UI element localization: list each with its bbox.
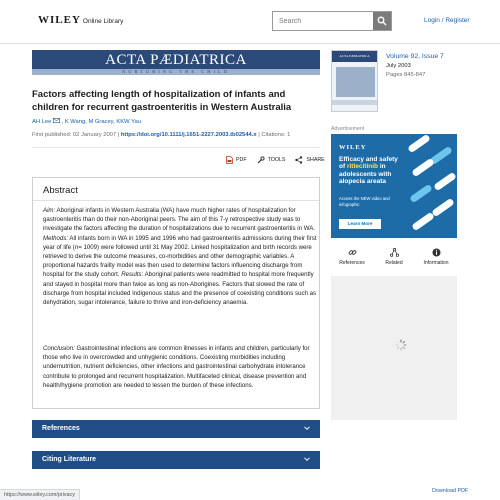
tab-information-label: Information (423, 260, 449, 266)
volume-issue-link[interactable]: Volume 92, Issue 7 (386, 53, 444, 60)
references-accordion[interactable] (32, 420, 320, 438)
logo-subtitle: Online Library (82, 18, 124, 25)
aim-label: Aim: (43, 207, 56, 214)
cover-title: ACTA PÆDIATRICA (339, 54, 370, 58)
aim-text: Aboriginal infants in Western Australia (WA) have much higher rates of hospitalization for gastroenteritis than do their non-Aboriginal peers. The aim of this 7-y retrospective study was to investigate the factors affecting the duration of hospitalizations due to recurrent gastroenteritis in WA. (43, 207, 315, 233)
journal-banner-tagline: NURTURING THE CHILD (32, 69, 320, 75)
author-links-rest[interactable]: , K Wang, M Gracey, KKW Yau (61, 119, 141, 126)
abstract-paragraph-main (43, 206, 321, 307)
author-link[interactable]: AH Lee (32, 119, 52, 126)
abstract-section (32, 177, 320, 409)
results-text: Aboriginal patients were readmitted to hospital more frequently and stayed in hospital more than twice as long as non-Aborigines. Factors that slowed the rate of discharge from hospital included Indigenous status and the presence of coexisting conditions such as dehydration, sugar intolerance, failure to thrive and iron-deficiency anaemia. (43, 271, 317, 307)
capsule-graphic (407, 134, 431, 153)
citing-literature-accordion[interactable] (32, 451, 320, 469)
issue-date: July 2003 (386, 63, 411, 69)
search-box (272, 11, 392, 31)
network-icon (390, 248, 399, 257)
ad-body: Access the NEW video and infographic (339, 196, 390, 207)
pdf-label: PDF (236, 157, 247, 163)
results-label: Results: (121, 271, 144, 279)
download-pdf-link[interactable]: Download PDF (432, 488, 469, 494)
loading-spinner-icon (395, 339, 407, 351)
cover-image (336, 67, 375, 97)
capsule-graphic (411, 212, 435, 231)
chevron-down-icon (303, 424, 311, 432)
link-icon (348, 248, 357, 257)
pdf-button[interactable] (226, 156, 247, 164)
capsule-graphic (411, 158, 435, 177)
journal-banner-title: ACTA PÆDIATRICA (105, 52, 247, 68)
sidebar-tabs (331, 248, 457, 274)
sidebar-panel (331, 276, 457, 420)
article-tools (226, 156, 325, 164)
doi-link[interactable]: https://doi.org/10.1111/j.1651-2227.2003.tb02544.x (120, 132, 257, 138)
tab-references[interactable] (331, 248, 373, 274)
ad-headline-b: in adolescents with alopecia areata (339, 163, 392, 185)
publication-line: First published: 02 January 2007 | https://doi.org/10.1111/j.1651-2227.2003.tb02544.x | Citations: 1 (32, 132, 291, 138)
capsule-graphic (433, 172, 457, 191)
wiley-logo[interactable] (38, 14, 123, 26)
envelope-icon[interactable] (53, 118, 60, 125)
conclusion-label: Conclusion: (43, 345, 75, 352)
conclusion-text: Gastrointestinal infections are common illnesses in infants and children, particularly for those who live in overcrowded and unhygienic conditions. Coexisting morbidities including undernutrition, nutrient deficiencies, other infections and gastrointestinal carbohydrate intolerance contribute to prolonged and recurrent hospitalization. Multifaceted clinical, disease prevention and health/hygiene promotion are needed to lessen the burden of these infections. (43, 345, 310, 389)
chevron-down-icon (303, 455, 311, 463)
capsule-graphic (409, 184, 433, 203)
login-register-link[interactable]: Login / Register (424, 17, 470, 24)
issue-pages: Pages 845-847 (386, 72, 426, 78)
search-button[interactable] (373, 12, 391, 30)
citing-literature-label: Citing Literature (42, 455, 97, 463)
search-input[interactable] (273, 12, 374, 30)
cover-band (332, 100, 377, 105)
pdf-icon (226, 156, 233, 164)
n-label: n (74, 243, 79, 251)
advertisement-label: Advertisement (331, 126, 365, 132)
tab-related[interactable] (373, 248, 415, 274)
tab-information[interactable] (415, 248, 457, 274)
journal-banner[interactable] (32, 50, 320, 75)
first-published-label: First published: (32, 132, 72, 138)
methods-text-a: All infants born in WA in 1995 and 1996 who had gastroenteritis admissions during their first year of life ( (43, 234, 317, 251)
share-icon (295, 156, 303, 164)
ad-headline (339, 156, 401, 185)
logo-wordmark: WILEY (38, 14, 81, 26)
tools-button[interactable] (257, 156, 286, 164)
abstract-paragraph-conclusion (43, 344, 321, 390)
search-icon (377, 16, 387, 26)
abstract-divider (33, 200, 319, 201)
cover-header (332, 51, 377, 62)
ad-headline-drug: ritlecitinib (346, 163, 379, 171)
methods-label: Methods: (43, 234, 69, 242)
ad-brand: WILEY (339, 144, 367, 151)
author-list (32, 118, 141, 125)
journal-cover[interactable] (331, 50, 378, 112)
share-label: SHARE (306, 157, 325, 163)
divider (32, 147, 320, 148)
site-header (0, 0, 500, 44)
info-icon (432, 248, 441, 257)
tab-references-label: References (339, 260, 365, 266)
advertisement-banner[interactable] (331, 134, 457, 238)
tools-label: TOOLS (267, 157, 286, 163)
references-label: References (42, 424, 80, 432)
status-bar-url: https://www.wiley.com/privacy (0, 489, 80, 500)
learn-more-button[interactable]: Learn More (339, 219, 381, 229)
wrench-icon (257, 156, 265, 164)
citations-count[interactable]: Citations: 1 (261, 132, 291, 138)
ad-headline-a: Efficacy and safety of (339, 156, 398, 171)
article-title: Factors affecting length of hospitalization of infants and children for recurrent gastroenteritis in Western Australia (32, 89, 292, 113)
methods-text-b: = 1009) were followed until 31 May 2002. Linked hospitalization and birth records were retrieved to derive the outcome measures, co-morbidities and other demographic variables. A proportional hazards frailty model was then used to determine factors influencing discharge from hospital for the study cohort. (43, 243, 312, 279)
share-button[interactable] (295, 156, 324, 164)
tab-related-label: Related (385, 260, 403, 266)
capsule-graphic (431, 198, 455, 217)
abstract-heading: Abstract (43, 185, 78, 196)
first-published-date: 02 January 2007 (72, 132, 117, 138)
